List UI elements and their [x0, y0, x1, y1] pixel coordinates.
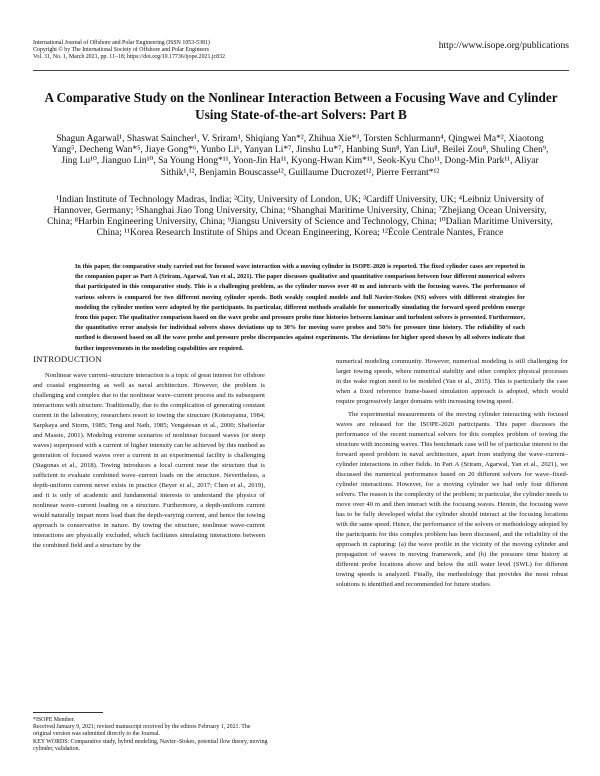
footnote-member: *ISOPE Member.: [33, 717, 75, 723]
footnote-keywords: KEY WORDS: Comparative study, hybrid modeling, Navier–Stokes, potential flow theory, moving cylinder, validation.: [33, 738, 268, 752]
header-divider: [33, 70, 569, 71]
affiliation-list: ¹Indian Institute of Technology Madras, India; ²City, University of London, UK; ³Cardiff University, UK; ⁴Leibniz University of Hannover, Germany; ⁵Shanghai Jiao Tong University, China; ⁶Shanghai Maritime University, China; ⁷Zhejiang Ocean University, China; ⁸Harbin Engineering University, China; ⁹Jiangsu University of Science and Technology, China; ¹⁰Dalian Maritime University, China; ¹¹Korea Research Institute of Ships and Ocean Engineering, Korea; ¹²École Centrale Nantes, France: [47, 195, 553, 238]
journal-header: [33, 40, 569, 61]
copyright-line: Copyright © by The International Society of Offshore and Polar Engineers: [33, 47, 210, 53]
intro-paragraph: Nonlinear wave current–structure interaction is a topic of great interest for offshore and coastal engineering as well as naval architecture. However, the problem is challenging and complex due to the nonlinear wave–current process and its subsequent interactions with structure. Traditionally, due to the complication of generating constant current in the laboratory, researchers resort to towing the structure (Koterayama, 1984; Sarpkaya and Storm, 1985; Teng and Nath, 1985; Vengatesan et al., 2000; Shafieefar and Massie, 2001). Modeling extreme scenarios of nonlinear focused waves (or steep waves) superposed with a current of higher intensity can be achieved by this method as generation of focused waves over a current in an experimental facility is challenging (Stagonas et al., 2018). Towing introduces a local current near the structure that is sufficient to evaluate combined wave–current loads on the structure. Nevertheless, a depth-uniform current never exists in practice (Beyer et al., 2017; Chen et al., 2019), and it is only of academic and fundamental interests to understand the physics of nonlinear wave–current loading on a structure. Furthermore, a depth-uniform current would naturally impart more load than the depth-varying current, and hence the towing approach is conservative in nature. By towing the structure, nonlinear wave-current interactions are physically excluded, which facilitates simulating interactions between the combined field and a structure by the: [33, 372, 265, 549]
footnote-received: Received January 9, 2021; revised manuscript received by the editors February 1, 2021. The original version was submitted directly to the Journal.: [33, 724, 251, 738]
author-list: Shagun Agarwal¹, Shaswat Saincher¹, V. Sriram¹, Shiqiang Yan*², Zhihua Xie*³, Torsten Schlurmann⁴, Qingwei Ma*², Xiaotong Yang⁵, Decheng Wan*⁵, Jiaye Gong*⁶, Yunbo Li⁶, Yanyan Li*⁷, Jinshu Lu*⁷, Hanbing Sun⁸, Yan Liu⁸, Beilei Zou⁸, Shuling Chen⁹, Jing Lu¹⁰, Jianguo Lin¹⁰, Sa Young Hong*¹¹, Yoon-Jin Ha¹¹, Kyong-Hwan Kim*¹¹, Seok-Kyu Cho¹¹, Dong-Min Park¹¹, Aliyar Sithik¹,¹², Benjamin Bouscasse¹², Guillaume Ducrozet¹², Pierre Ferrant*¹²: [51, 134, 549, 178]
journal-name: International Journal of Offshore and Polar Engineering (ISSN 1053-5381): [33, 40, 210, 46]
footnotes: [33, 717, 269, 753]
section-heading-introduction: INTRODUCTION: [33, 354, 102, 364]
right-column: [336, 357, 568, 590]
footnote-divider: [33, 712, 103, 713]
left-column: [33, 354, 265, 551]
volume-doi-line: Vol. 31, No. 1, March 2021, pp. 11–18; https://doi.org/10.17736/ijope.2021.jc832: [33, 54, 225, 60]
abstract: In this paper, the comparative study carried out for focused wave interaction with a moving cylinder in ISOPE-2020 is reported. The fixed cylinder cases are reported in the companion paper as Part A (Sriram, Agarwal, Yan et al., 2021). The paper discusses qualitative and quantitative comparison between four different numerical solvers that participated in this comparative study. This is a challenging problem, as the cylinder moves over 40 m and interacts with the focusing waves. The performance of various solvers is compared for two different moving cylinder speeds. Both weakly coupled models and full Navier-Stokes (NS) solvers with different strategies for modeling the cylinder motion were adopted by the participants. In particular, different methods available for numerically simulating the forward speed problem emerge from this paper. The qualitative comparison based on the wave probe and pressure probe time histories between laminar and turbulent solvers is presented. Furthermore, the quantitative error analysis for individual solvers shows deviations up to 30% for moving wave probes and 50% for pressure time history. The reliability of each method is discussed based on all the wave probe and pressure probe discrepancies against experiments. The deviations for higher speed shown by all solvers indicate that further improvements in the modeling capabilities are required.: [75, 263, 525, 352]
publications-url[interactable]: http://www.isope.org/publications: [438, 40, 569, 51]
right-paragraph-1: numerical modeling community. However, numerical modeling is still challenging for larger towing speeds, where numerical stability and other complex physical processes in the wake region need to be modeled (Yan et al., 2015). This is particularly the case when a fixed reference frame-based simulation approach is adopted, which would require progressively larger domains with increasing towing speed.: [336, 358, 568, 405]
paper-title: A Comparative Study on the Nonlinear Interaction Between a Focusing Wave and Cylinder Using State-of-the-art Solvers: Part B: [44, 90, 558, 122]
right-paragraph-2: The experimental measurements of the moving cylinder interacting with focused waves are released for the ISOPE-2020 participants. This paper discusses the performance of the recent numerical solvers for this complex problem of towing the structure with incoming waves. This benchmark case will be of particular interest to the forward speed problem in naval architecture, apart from studying the wave–current–cylinder interactions in other fields. In Part A (Sriram, Agarwal, Yan et al., 2021), we discussed the numerical performance based on 20 different solvers for wave–fixed-cylinder interactions. However, for a moving cylinder we had only four different solvers. The reason is the complexity of the problem; in particular, the cylinder needs to move over 40 m and then interact with the focusing waves. Herein, the focusing wave has to be fully developed whilst the cylinder should interact at the focusing locations with the same speed. Hence, the performance of the solvers or methodology adopted by the participants for this complex problem has been discussed, and the reliability of the approach in capturing: (a) the wave profile in the vicinity of the moving cylinder and propagation of waves in moving framework, and (b) the pressure time history at different probe locations above and below the still water level (SWL) for different towing speeds is analyzed. Finally, the methodology that provides the most robust solutions is identified and recommended for future studies.: [336, 411, 568, 588]
